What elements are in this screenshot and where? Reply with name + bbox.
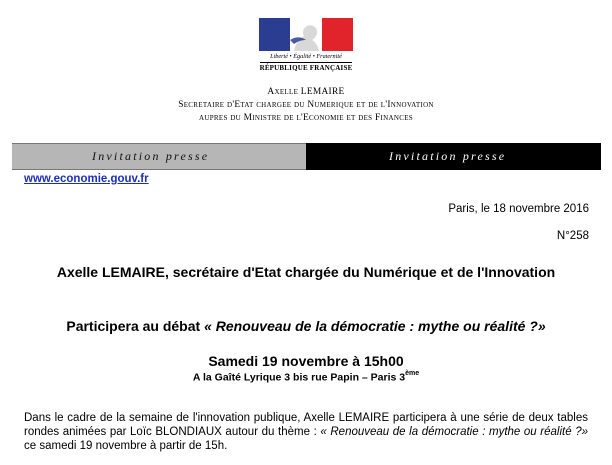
subtitle-quote: « Renouveau de la démocratie : mythe ou réalité ?»	[204, 318, 546, 334]
paragraph-start: Dans le cadre de la semaine de l'innovation publique, Axelle LEMAIRE participera à une série de deux tables rondes animées par Loïc BLONDIAUX autour du thème :	[24, 412, 588, 438]
press-number: N°258	[556, 230, 589, 242]
republique-francaise-logo	[258, 18, 354, 72]
invitation-label-left: Invitation presse	[12, 143, 306, 170]
republique-francaise: RÉPUBLIQUE FRANÇAISE	[259, 64, 353, 72]
body-paragraph	[24, 411, 588, 453]
page-title: Axelle LEMAIRE, secrétaire d'Etat chargée du Numérique et de l'Innovation	[56, 264, 556, 280]
paragraph-end: ce samedi 19 novembre à partir de 15h.	[24, 440, 228, 452]
website-link[interactable]: www.economie.gouv.fr	[24, 173, 149, 185]
location-text: A la Gaîté Lyrique 3 bis rue Papin – Paris 3	[192, 371, 406, 384]
minister-name: Axelle LEMAIRE	[267, 87, 345, 97]
minister-block	[0, 86, 612, 125]
motto-divider	[260, 62, 352, 63]
debate-subtitle	[0, 318, 612, 334]
minister-title-line-2: aupres du Ministre de l'Economie et des Finances	[199, 113, 413, 123]
paragraph-quote: « Renouveau de la démocratie : mythe ou réalité ?»	[320, 426, 588, 438]
motto: Liberté • Égalité • Fraternité	[270, 53, 342, 60]
subtitle-prefix: Participera au débat	[66, 318, 205, 334]
event-date-time: Samedi 19 novembre à 15h00	[208, 353, 404, 369]
event-location	[0, 371, 612, 384]
invitation-label-right: Invitation presse	[306, 143, 601, 170]
minister-title-line-1: Secretaire d'Etat chargee du Numerique et de l'Innovation	[178, 100, 434, 110]
date-line: Paris, le 18 novembre 2016	[448, 203, 589, 215]
invitation-banner	[12, 143, 601, 170]
location-superscript: ème	[405, 370, 420, 377]
marianne-flag-icon	[259, 18, 353, 51]
